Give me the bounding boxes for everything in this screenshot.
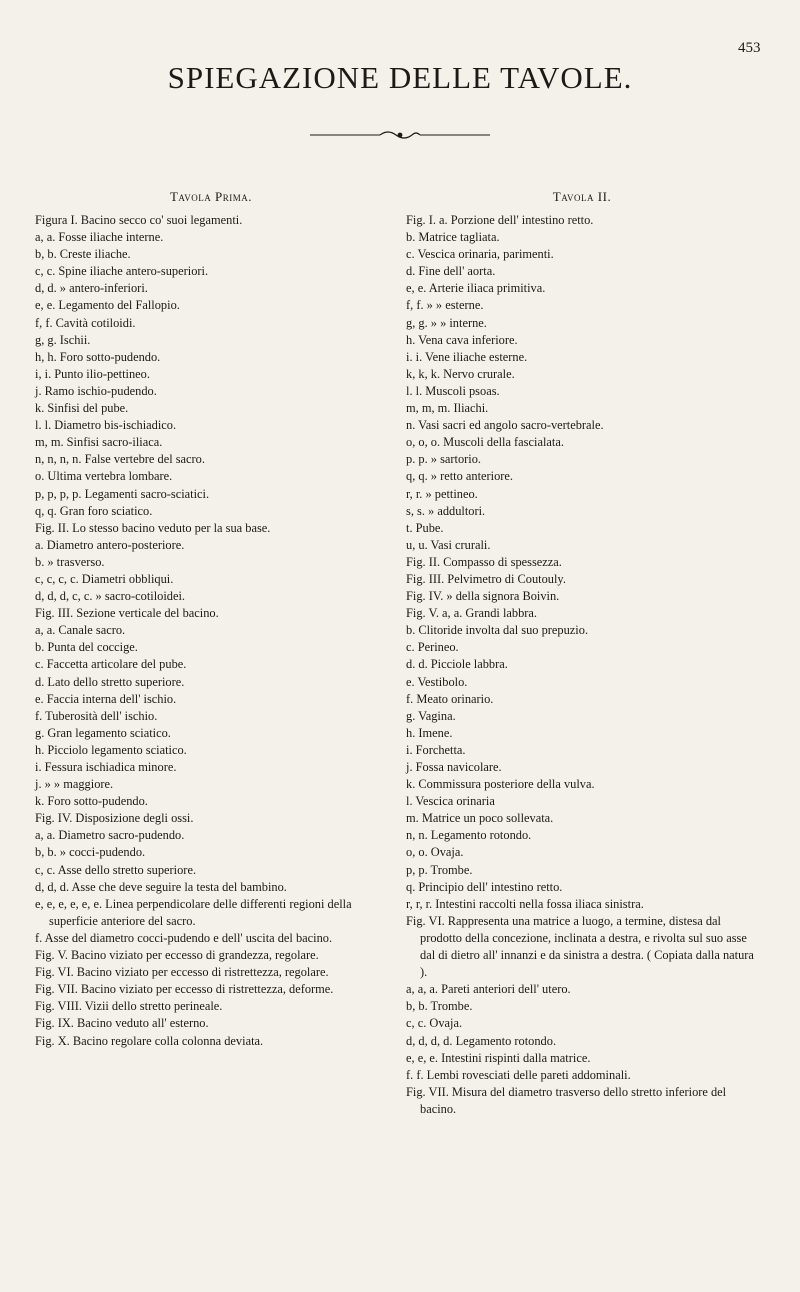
legend-entry: e, e, e. Intestini rispinti dalla matrice.: [406, 1050, 591, 1065]
legend-entry: g. Vagina.: [406, 708, 456, 723]
legend-entry: e, e. Arterie iliaca primitiva.: [406, 281, 546, 296]
legend-entry: b, b. Creste iliache.: [35, 247, 131, 262]
left-column: [35, 212, 387, 1050]
legend-entry: Fig. II. Lo stesso bacino veduto per la sua base.: [35, 520, 271, 535]
legend-entry: a, a, a. Pareti anteriori dell' utero.: [406, 982, 571, 997]
legend-entry: Figura I. Bacino secco co' suoi legamenti.: [35, 213, 243, 227]
legend-entry: h. Imene.: [406, 725, 453, 740]
legend-entry: i, i. Punto ilio-pettineo.: [35, 366, 150, 381]
legend-entry: d, d. » antero-inferiori.: [35, 281, 148, 296]
legend-entry: o, o. Ovaja.: [406, 845, 464, 860]
legend-entry: e, e, e, e, e, e. Linea perpendicolare delle differenti regioni della superficie anteriore del sacro.: [35, 896, 352, 928]
legend-entry: i. Forchetta.: [406, 742, 466, 757]
legend-entry: s, s. » addultori.: [406, 503, 486, 518]
legend-entry: c, c. Asse dello stretto superiore.: [35, 862, 197, 877]
legend-entry: d, d, d. Asse che deve seguire la testa del bambino.: [35, 879, 287, 894]
legend-entry: p. p. » sartorio.: [406, 452, 482, 467]
legend-entry: k. Commissura posteriore della vulva.: [406, 777, 595, 792]
legend-entry: j. Fossa navicolare.: [406, 760, 502, 774]
legend-entry: c, c. Spine iliache antero-superiori.: [35, 264, 209, 279]
legend-entry: Fig. I. a. Porzione dell' intestino retto.: [406, 213, 594, 227]
legend-entry: h. Vena cava inferiore.: [406, 332, 518, 347]
legend-entry: h. Picciolo legamento sciatico.: [35, 742, 187, 757]
legend-entry: c. Vescica orinaria, parimenti.: [406, 247, 554, 262]
legend-entry: Fig. III. Pelvimetro di Coutouly.: [406, 571, 566, 586]
page-title: SPIEGAZIONE DELLE TAVOLE.: [167, 60, 633, 95]
legend-entry: g, g. Ischii.: [35, 332, 91, 347]
tavola-prima-heading: Tavola Prima.: [169, 189, 252, 204]
legend-entry: Fig. VII. Bacino viziato per eccesso di ristrettezza, deforme.: [35, 982, 334, 997]
tavola-seconda-heading: Tavola II.: [552, 189, 612, 204]
legend-entry: j. » » maggiore.: [35, 777, 114, 792]
legend-entry: Fig. IX. Bacino veduto all' esterno.: [35, 1016, 209, 1031]
legend-entry: b, b. » cocci-pudendo.: [35, 845, 146, 860]
legend-entry: a, a. Canale sacro.: [35, 623, 126, 638]
legend-entry: n. Vasi sacri ed angolo sacro-vertebrale.: [406, 418, 604, 433]
legend-entry: q. Principio dell' intestino retto.: [406, 879, 563, 894]
legend-entry: d, d, d, d. Legamento rotondo.: [406, 1033, 557, 1048]
legend-entry: d. Fine dell' aorta.: [406, 264, 496, 279]
legend-entry: Fig. VIII. Vizii dello stretto perineale.: [35, 999, 223, 1014]
legend-entry: a, a. Fosse iliache interne.: [35, 230, 164, 245]
legend-entry: r, r. » pettineo.: [406, 486, 478, 501]
legend-entry: b, b. Trombe.: [406, 999, 473, 1014]
legend-entry: Fig. III. Sezione verticale del bacino.: [35, 606, 219, 621]
legend-entry: q, q. Gran foro sciatico.: [35, 503, 153, 518]
legend-entry: b. Matrice tagliata.: [406, 230, 500, 245]
legend-entry: q, q. » retto anteriore.: [406, 469, 514, 484]
legend-entry: g. Gran legamento sciatico.: [35, 725, 171, 740]
legend-entry: Fig. V. a, a. Grandi labbra.: [406, 606, 537, 621]
legend-entry: p, p. Trombe.: [406, 862, 473, 877]
legend-entry: e, e. Legamento del Fallopio.: [35, 298, 180, 313]
legend-entry: l. l. Diametro bis-ischiadico.: [35, 418, 177, 433]
legend-entry: Fig. VI. Bacino viziato per eccesso di ristrettezza, regolare.: [35, 965, 329, 980]
legend-entry: e. Faccia interna dell' ischio.: [35, 691, 177, 706]
right-column: [406, 212, 758, 1118]
legend-entry: h, h. Foro sotto-pudendo.: [35, 349, 161, 364]
legend-entry: k. Sinfisi del pube.: [35, 401, 129, 416]
legend-entry: g, g. » » interne.: [406, 315, 487, 330]
legend-entry: c. Faccetta articolare del pube.: [35, 657, 187, 672]
legend-entry: f. Meato orinario.: [406, 691, 494, 706]
legend-entry: c, c. Ovaja.: [406, 1016, 463, 1031]
legend-entry: c, c, c, c. Diametri obbliqui.: [35, 571, 174, 586]
legend-entry: b. » trasverso.: [35, 554, 105, 569]
legend-entry: u, u. Vasi crurali.: [406, 537, 491, 552]
legend-entry: c. Perineo.: [406, 640, 459, 655]
legend-entry: e. Vestibolo.: [406, 674, 468, 689]
legend-entry: Fig. IV. Disposizione degli ossi.: [35, 811, 194, 826]
legend-entry: m, m, m. Iliachi.: [406, 401, 489, 416]
legend-entry: f, f. » » esterne.: [406, 298, 484, 313]
legend-entry: a. Diametro antero-posteriore.: [35, 537, 185, 552]
legend-entry: p, p, p, p. Legamenti sacro-sciatici.: [35, 486, 210, 501]
legend-entry: i. i. Vene iliache esterne.: [406, 349, 528, 364]
legend-entry: k, k, k. Nervo crurale.: [406, 366, 515, 381]
legend-entry: d. Lato dello stretto superiore.: [35, 674, 185, 689]
legend-entry: b. Clitoride involta dal suo prepuzio.: [406, 623, 589, 638]
legend-entry: Fig. VII. Misura del diametro trasverso dello stretto inferiore del bacino.: [406, 1084, 727, 1116]
page-number: 453: [738, 40, 761, 56]
legend-entry: i. Fessura ischiadica minore.: [35, 760, 177, 774]
legend-entry: j. Ramo ischio-pudendo.: [35, 383, 157, 398]
legend-entry: Fig. VI. Rappresenta una matrice a luogo, a termine, distesa dal prodotto della concezione, inclinata a destra, e rivolta sul suo asse dal di dietro all' innanzi e da sinistra a destra. ( Copiata dalla natura ).: [406, 913, 754, 980]
legend-entry: n, n. Legamento rotondo.: [406, 828, 532, 843]
legend-entry: Fig. IV. » della signora Boivin.: [406, 589, 560, 604]
legend-entry: b. Punta del coccige.: [35, 640, 138, 655]
legend-entry: l. l. Muscoli psoas.: [406, 383, 500, 398]
legend-entry: l. Vescica orinaria: [406, 794, 495, 809]
legend-entry: m, m. Sinfisi sacro-iliaca.: [35, 435, 163, 450]
legend-entry: Fig. V. Bacino viziato per eccesso di grandezza, regolare.: [35, 948, 319, 963]
legend-entry: f. Tuberosità dell' ischio.: [35, 708, 158, 723]
legend-entry: n, n, n, n. False vertebre del sacro.: [35, 452, 205, 467]
legend-entry: m. Matrice un poco sollevata.: [406, 811, 554, 826]
legend-entry: t. Pube.: [406, 520, 444, 535]
legend-entry: f. f. Lembi rovesciati delle pareti addominali.: [406, 1067, 631, 1082]
legend-entry: f. Asse del diametro cocci-pudendo e dell' uscita del bacino.: [35, 930, 333, 945]
legend-entry: f, f. Cavità cotiloidi.: [35, 315, 136, 330]
legend-entry: o, o, o. Muscoli della fascialata.: [406, 435, 564, 450]
legend-entry: d, d, d, c, c. » sacro-cotiloidei.: [35, 589, 186, 604]
legend-entry: a, a. Diametro sacro-pudendo.: [35, 828, 185, 843]
legend-entry: r, r, r. Intestini raccolti nella fossa iliaca sinistra.: [406, 896, 644, 911]
decorative-rule-icon: [310, 128, 490, 142]
legend-entry: k. Foro sotto-pudendo.: [35, 794, 148, 809]
legend-entry: Fig. X. Bacino regolare colla colonna deviata.: [35, 1033, 264, 1048]
legend-entry: o. Ultima vertebra lombare.: [35, 469, 173, 484]
legend-entry: Fig. II. Compasso di spessezza.: [406, 554, 562, 569]
legend-entry: d. d. Picciole labbra.: [406, 657, 508, 672]
